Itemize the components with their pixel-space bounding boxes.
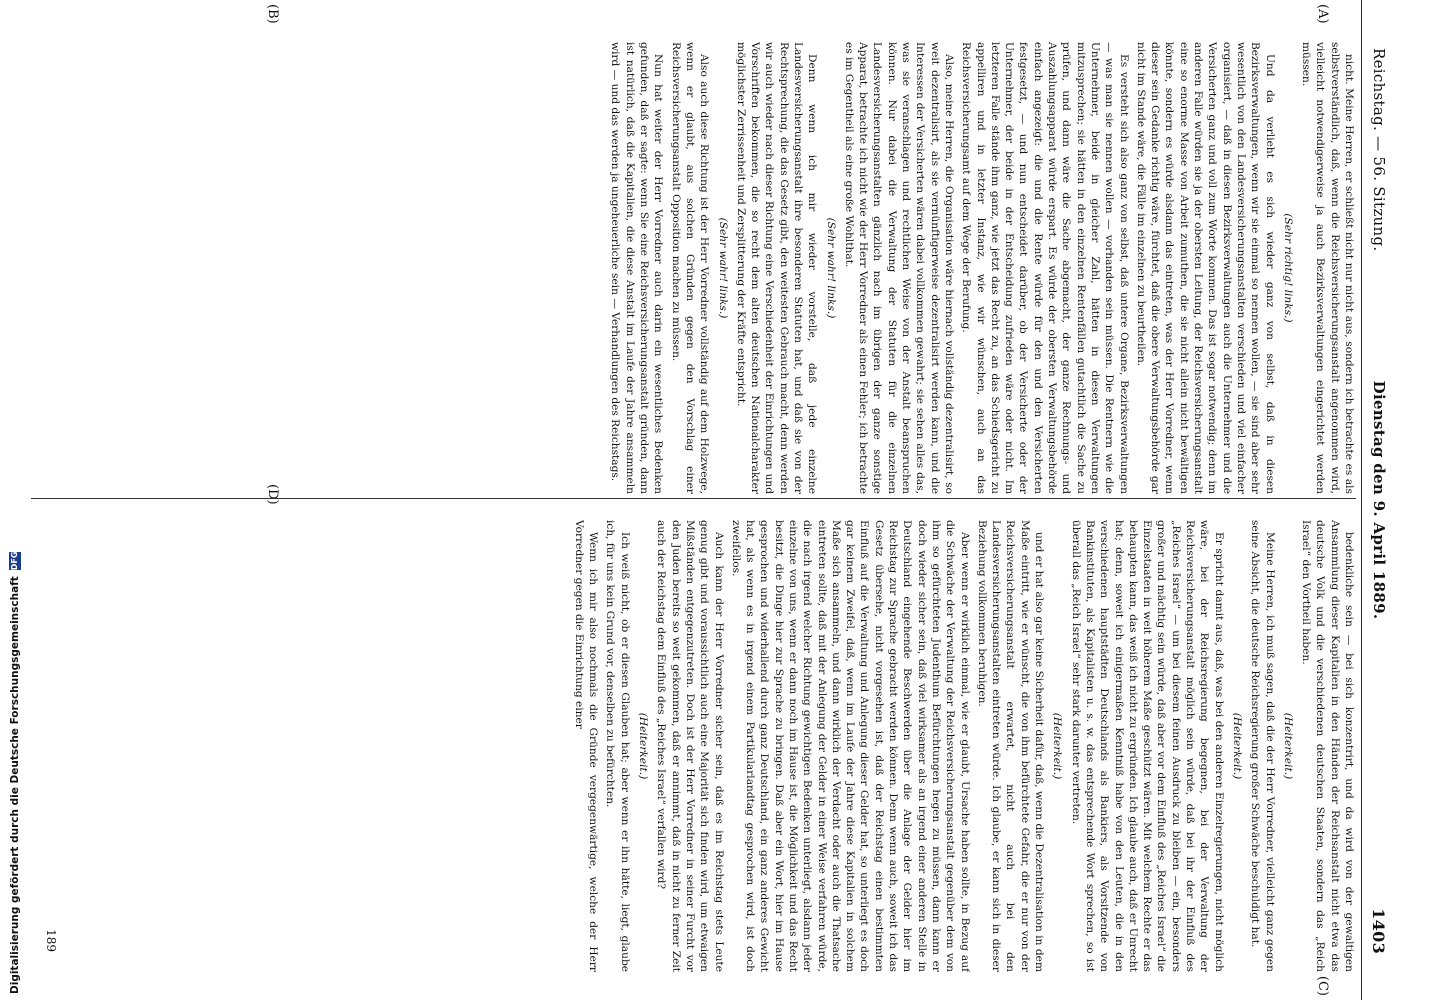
dfg-logo-icon: DFG	[10, 551, 19, 571]
interjection: (Heiterkeit.)	[1230, 712, 1243, 780]
paragraph: Ich weiß nicht, ob er diesen Glauben hat; aber wenn er ihn hätte, liegt, glaube ich, für uns kein Grund vor, denselben zu befürchten.	[604, 520, 631, 972]
paragraph: Also, meine Herren, die Organisation wäre hiernach vollständig dezentralisirt, so weit dezentralisirt, als sie vernünftigerweise dezentralisirt werden kann, und die Interessen der Versicherten wären dabei vollkommen gewahrt; sie sehen alles das, was sie veranschlagen und rechtlichen Weise von der Anstalt beanspruchen können. Nur dabei die Verwaltung der Statuten für die einzelnen Landesversicherungsanstalten gänzlich nach im übrigen der ganze sonstige Apparat, betrachte ich nicht wie der Herr Vorredner als einen Fehler; ich betrachte es im Gegentheil als eine große Wohlthat.	[842, 42, 955, 494]
header-date: Dienstag den 9. April 1889.	[1370, 380, 1388, 620]
interjection: (Sehr wahr! links.)	[824, 217, 837, 319]
paragraph: Aber wenn er wirklich einmal, wie er glaubt, Ursache haben sollte, in Bezug auf die Schwäche der Verwaltung der Reichsversicherungsanstalt gegenüber dem von ihm so gefürchteten Judenthum Befürchtungen hegen zu müssen, dann kann er doch wieder sicher sein, daß viel wirksamer als an irgend einer anderen Stelle in Deutschland eingehende Beschwerden über die Anlage der Gelder hier im Reichstag zur Sprache gebracht werden können. Denn wenn auch, soweit ich das Gesetz übersehe, nicht vorgesehen ist, daß der Reichstag einen bestimmten Einfluß auf die Verwaltung und Anlegung dieser Gelder hat, so unterliegt es doch gar keinem Zweifel, daß, wenn im Laufe der Jahre diese Kapitalien in solchem Maße sich ansammeln, und dann wirklich der Verdacht oder auch die Thatsache eintreten sollte, daß mit der Anlegung der Gelder in einer Weise verfahren würde, die nach irgend welcher Richtung gewichtigen Bedenken unterliegt, alsdann jeder einzelne von uns, wenn er dann noch im Hause ist, die Möglichkeit und das Recht besitzt, die Dinge hier zur Sprache zu bringen. Daß aber ein Wort, hier im Hause gesprochen und widerhallend durch ganz Deutschland, ein ganz anderes Gewicht hat, als wenn es in irgend einem Partikularlandtag gesprochen wird, ist doch zweifellos.	[729, 520, 971, 972]
paragraph: bedenkliche sein — bei sich konzentrirt, und da wird von der gewaltigen Ansammlung dieser Kapitalien in den Händen der Reichsanstalt nicht etwa das deutsche Volk und die verschiedenen deutschen Staaten, sondern das „Reich Israel“ den Vortheil haben.	[1300, 520, 1355, 972]
interjection: (Heiterkeit.)	[1281, 712, 1294, 780]
paragraph: Meine Herren, ich muß sagen, daß die der Herr Vorredner, vielleicht ganz gegen seine Absicht, die deutsche Reichsregierung großer Schwäche beschuldigt hat.	[1249, 520, 1276, 972]
interjection: (Sehr richtig! links.)	[1281, 213, 1294, 323]
page-number: 1403	[1369, 908, 1389, 954]
paragraph: und er hat also gar keine Sicherheit dafür, daß, wenn die Dezentralisation in dem Maße eintritt, wie er wünscht, die von ihm befürchtete Gefahr, die er nur von der Reichsversicherungsanstalt erwartet, nicht auch bei den Landesversicherungsanstalten eintreten würde. Ich glaube, er kann sich in dieser Beziehung vollkommen beruhigen.	[975, 520, 1046, 972]
paragraph: Denn wenn ich mir wieder vorstelle, daß jede einzelne Landesversicherungsanstalt ihre besonderen Statuten hat, und daß sie von der Rechtsprechung, die das Gesetz gibt, den weitesten Gebrauch macht, denn werden wir auch wieder nach dieser Richtung eine Verschiedenheit der Einrichtungen und Vorschriften bekommen, die so recht dem alten deutschen Nationalcharakter möglichster Zerrissenheit und Zersplitterung der Kräfte entspricht.	[734, 42, 819, 494]
interjection: (Heiterkeit.)	[1051, 712, 1064, 780]
margin-marker-a: (A)	[1315, 4, 1330, 24]
paragraph: Und da verlieht es sich wieder ganz von selbst, daß in diesen Bezirksverwaltungen, wenn wir sie einmal so nennen wollen, — sie sind aber sehr wesentlich von den Landesversicherungsanstalten verschieden und viel einfacher organisiert, — daß in diesen Bezirksverwaltungen auch die Unternehmer und die Versicherten ganz und voll zum Worte kommen. Das ist sogar notwendig; denn im anderen Falle würden sie ja der obersten Leitung, der Reichsversicherungsanstalt eine so enorme Masse von Arbeit zumuthen, die sie nicht allein nicht bewältigen könnte, sondern es würde alsdann das eintreten, was der Herr Vorredner, wenn dieser sein Gedanke richtig wäre, fürchtet, daß die obere Verwaltungsbehörde gar nicht im Stande wäre, die Fälle im einzelnen zu beurtheilen.	[1134, 42, 1276, 494]
page-header	[1361, 0, 1396, 1000]
margin-marker-c: (C)	[1315, 975, 1330, 996]
interjection: (Sehr wahr! links.)	[716, 217, 729, 319]
margin-marker-d: (D)	[265, 484, 280, 505]
header-session: Reichstag. — 56. Sitzung.	[1370, 48, 1388, 252]
dfg-attribution-strip	[6, 551, 24, 994]
paragraph: Auch kann der Herr Vorredner sicher sein, daß es im Reichstag stets Leute genug gibt und voraussichtlich auch eine Majorität sich finden wird, um etwaigen Mißständen entgegenzutreten. Doch ist der Herr Vorredner in seiner Furcht vor den Juden bereits so weit gekommen, daß er annimmt, daß in nicht zu ferner Zeit auch der Reichstag dem Einfluß des „Reiches Israel“ verfallen wird?	[655, 520, 725, 972]
interjection: (Heiterkeit.)	[637, 712, 650, 780]
printer-signature: 189	[44, 929, 58, 952]
text-column-left	[26, 42, 1356, 494]
paragraph: nicht. Meine Herren, er schließt nicht nur nicht aus, sondern ich betrachte es als selbstverständlich, daß, wenn die Reichsversicherungsanstalt angenommen wird, vielleicht notwendigerweise ja auch Bezirksverwaltungen eingerichtet werden müssen.	[1300, 42, 1355, 494]
paragraph: Es versteht sich also ganz von selbst, daß untere Organe, Bezirksverwaltungen — was man sie nennen wollen — vorhanden sein müssen. Die Rentnern wie die Unternehmer, beide in gleicher Zahl, hätten in diesen Verwaltungen mitzusprechen; sie hätten in den einzelnen Rentenfällen gutachtlich die Sache zu prüfen, und dann wäre die Sache abgemacht, der ganze Rechnungs- und Auszahlungsapparat würde erspart. Es würde der obersten Verwaltungsbehörde einfach angezeigt: die und die Rente würde für den und den Versicherten festgesetzt, — und nun entscheidet darüber, ob der Versicherte oder der Unternehmer, der beide in der Entscheidung zufrieden wäre oder nicht. Im letzteren Falle stände ihm ganz, wie jetzt das Recht zu, an das Schiedsgericht zu appelliren und in letzter Instanz, wie wir wünschen, auch an das Reichsversicherungsamt auf dem Wege der Berufung.	[960, 42, 1130, 494]
text-column-right	[26, 520, 1356, 972]
dfg-notice: Digitalisierung gefördert durch die Deutsche Forschungsgemeinschaft	[9, 576, 21, 994]
paragraph: Er spricht damit aus, daß, was bei den anderen Einzelregierungen, nicht möglich wäre, bei der Reichsregierung begegnen, bei der Verwaltung der Reichsversicherungsanstalt möglich sein würde, daß bei ihr der Einfluß des „Reiches Israel“ — um bei diesem feinen Ausdruck zu bleiben — ein, besonders großer und mächtig sein würde, daß aber vor dem Einfluß des „Reiches Israel“ die Einzelstaaten in weit höherem Maße geschützt wären. Mit welchem Rechte er das behaupten kann, das weiß ich nicht zu ergründen. Ich glaube auch, daß er Unrecht hat; denn, soweit ich einigermaßen Kenntniß habe von den Leuten, die in den verschiedenen hauptstädten Deutschlands als Bankiers, als Vorsitzende von Bankinstituten, als Kapitalisten u. s. w. das entsprechende Wort sprechen, so ist überall das „Reich Israel“ sehr stark darunter vertreten.	[1069, 520, 1225, 972]
paragraph: Wenn ich mir also nochmals die Gründe vergegenwärtige, welche der Herr Vorredner gegen die Einrichtung einer	[572, 520, 600, 972]
column-divider	[31, 498, 1356, 499]
margin-marker-b: (B)	[265, 4, 280, 24]
paragraph: Also auch diese Richtung ist der Herr Vorredner vollständig auf dem Holzwege, wenn er glaubt, aus solchen Gründen gegen den Vorschlag einer Reichsversicherungsanstalt Opposition machen zu müssen.	[669, 42, 711, 494]
paragraph: Nun hat weiter der Herr Vorredner auch darin ein wesentliches Bedenken gefunden, daß er sagte: wenn Sie eine Reichsversicherungsanstalt gründen, dann ist natürlich, daß die Kapitalien, die diese Anstalt im Laufe der Jahre ansammeln wird — und das werden ja ungeheuerliche sein — Verhandlungen des Reichstags.	[609, 42, 665, 494]
